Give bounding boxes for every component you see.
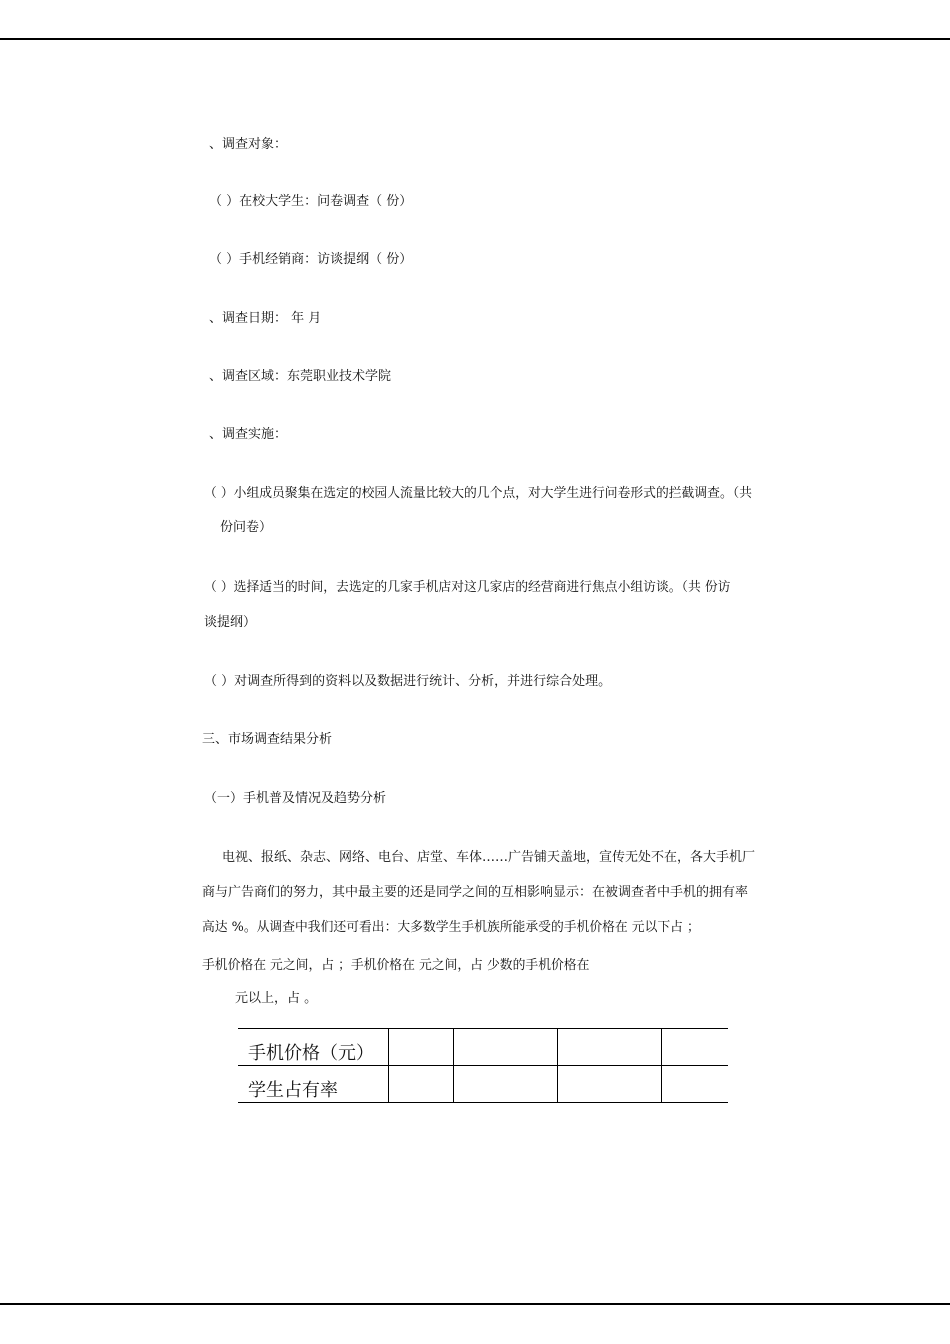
page-bottom-rule xyxy=(0,1303,950,1305)
text-line: 份问卷） xyxy=(220,520,273,535)
text-line: 、调查实施： xyxy=(209,427,288,442)
paragraph-line: 元以上，占 。 xyxy=(235,991,318,1006)
text-line: （ ）小组成员聚集在选定的校园人流量比较大的几个点，对大学生进行问卷形式的拦截调查。（共 xyxy=(204,486,752,501)
text-line: 谈提纲） xyxy=(204,615,257,630)
text-line: （ ）在校大学生：问卷调查（ 份） xyxy=(209,194,413,209)
text-line: 、调查区域：东莞职业技术学院 xyxy=(209,369,392,384)
text-line: 、调查对象： xyxy=(209,137,288,152)
table-cell xyxy=(389,1066,454,1103)
text-line: （ ）对调查所得到的资料以及数据进行统计、分析，并进行综合处理。 xyxy=(204,674,612,689)
text-line: （ ）选择适当的时间，去选定的几家手机店对这几家店的经营商进行焦点小组访谈。（共 份访 xyxy=(204,580,731,595)
table-cell: 学生占有率 xyxy=(238,1066,389,1103)
page-top-rule xyxy=(0,38,950,40)
paragraph-line: 商与广告商们的努力，其中最主要的还是同学之间的互相影响显示：在被调查者中手机的拥有率 xyxy=(202,885,749,900)
text-line: 、调查日期： 年 月 xyxy=(209,311,322,326)
paragraph-line: 手机价格在 元之间，占 ；手机价格在 元之间，占 少数的手机价格在 xyxy=(202,958,590,973)
table-cell xyxy=(454,1066,558,1103)
table-row xyxy=(238,1029,728,1066)
text-line: （ ）手机经销商：访谈提纲（ 份） xyxy=(209,252,413,267)
table-cell xyxy=(558,1066,662,1103)
table-cell xyxy=(662,1066,729,1103)
paragraph-line: 高达 %。从调查中我们还可看出：大多数学生手机族所能承受的手机价格在 元以下占 ； xyxy=(202,920,700,935)
subsection-heading: （一）手机普及情况及趋势分析 xyxy=(204,791,387,806)
table-cell xyxy=(662,1029,729,1066)
table-cell: 手机价格（元） xyxy=(238,1029,389,1066)
table-cell xyxy=(558,1029,662,1066)
table-cell xyxy=(454,1029,558,1066)
section-heading: 三、市场调查结果分析 xyxy=(202,732,333,747)
price-table xyxy=(238,1028,728,1103)
table-cell xyxy=(389,1029,454,1066)
table-row xyxy=(238,1066,728,1103)
paragraph-line: 电视、报纸、杂志、网络、电台、店堂、车体……广告铺天盖地，宣传无处不在，各大手机厂 xyxy=(222,850,756,865)
